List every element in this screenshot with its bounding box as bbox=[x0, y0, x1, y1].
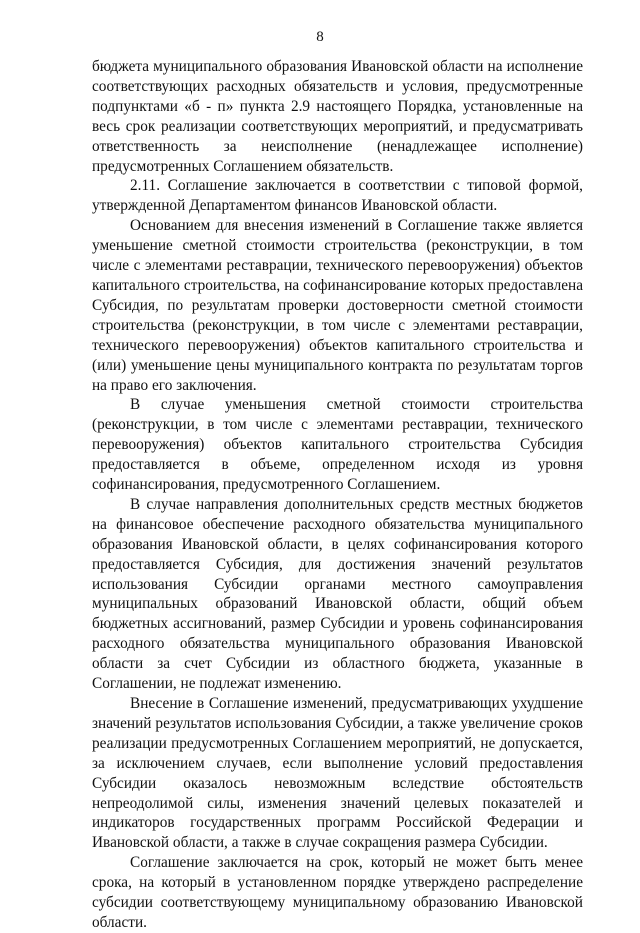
paragraph: 2.11. Соглашение заключается в соответствии с типовой формой, утвержденной Департаментом финансов Ивановской области. bbox=[92, 177, 583, 215]
paragraph: Внесение в Соглашение изменений, предусматривающих ухудшение значений результатов использования Субсидии, а также увеличение сроков реализации предусмотренных Соглашением мероприятий, не допускается, за исключением случаев, если выполнение условий предоставления Субсидии оказалось невозможным вследствие обстоятельств непреодолимой силы, изменения значений целевых показателей и индикаторов государственных программ Российской Федерации и Ивановской области, а также в случае сокращения размера Субсидии. bbox=[92, 695, 583, 852]
paragraph: Основанием для внесения изменений в Соглашение также является уменьшение сметной стоимости строительства (реконструкции, в том числе с элементами реставрации, технического перевооружения) объектов капитального строительства, на софинансирование которых предоставлена Субсидия, по результатам проверки достоверности сметной стоимости строительства (реконструкции, в том числе с элементами реставрации, технического перевооружения) объектов капитального строительства и (или) уменьшение цены муниципального контракта по результатам торгов на право его заключения. bbox=[92, 217, 583, 394]
page-number: 8 bbox=[316, 29, 324, 45]
paragraph: бюджета муниципального образования Ивановской области на исполнение соответствующих расходных обязательств и условия, предусмотренные подпунктами «б - п» пункта 2.9 настоящего Порядка, установленные на весь срок реализации соответствующих мероприятий, и предусматривать ответственность за неисполнение (ненадлежащее исполнение) предусмотренных Соглашением обязательств. bbox=[92, 58, 583, 175]
document-body bbox=[92, 57, 583, 933]
paragraph: В случае уменьшения сметной стоимости строительства (реконструкции, в том числе с элементами реставрации, технического перевооружения) объектов капитального строительства Субсидия предоставляется в объеме, определенном исходя из уровня софинансирования, предусмотренного Соглашением. bbox=[92, 396, 583, 494]
paragraph: В случае направления дополнительных средств местных бюджетов на финансовое обеспечение расходного обязательства муниципального образования Ивановской области, в целях софинансирования которого предоставляется Субсидия, для достижения значений результатов использования Субсидии органами местного самоуправления муниципальных образований Ивановской области, общий объем бюджетных ассигнований, размер Субсидии и уровень софинансирования расходного обязательства муниципального образования Ивановской области за счет Субсидии из областного бюджета, указанные в Соглашении, не подлежат изменению. bbox=[92, 495, 583, 693]
paragraph: Соглашение заключается на срок, который не может быть менее срока, на который в установленном порядке утверждено распределение субсидии соответствующему муниципальному образованию Ивановской области. bbox=[92, 854, 583, 931]
